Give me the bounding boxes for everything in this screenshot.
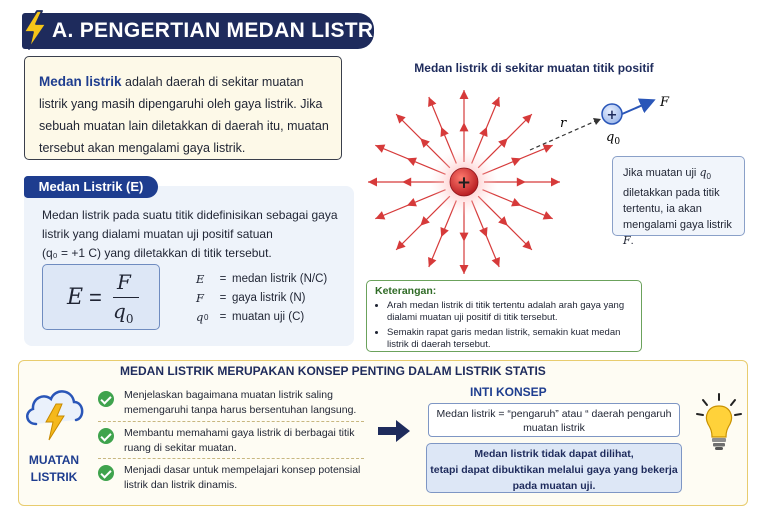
q0-q: q (606, 130, 615, 145)
formula-equals: = (89, 285, 102, 310)
field-arrowhead (460, 122, 469, 131)
legend-sub: 0 (204, 313, 209, 322)
r-label: r (560, 116, 567, 131)
summary-point: Menjadi dasar untuk mempelajari konsep potensial listrik dan listrik dinamis. (124, 464, 361, 491)
legend-symbol: E (196, 272, 205, 286)
legend-symbol: F (196, 291, 204, 305)
summary-title: MEDAN LISTRIK MERUPAKAN KONSEP PENTING DALAM LISTRIK STATIS (120, 364, 546, 378)
formula-numerator: F (117, 270, 131, 294)
note-F: F (623, 234, 631, 248)
muatan-listrik-label (24, 452, 84, 486)
diagram-title: Medan listrik di sekitar muatan titik positif (414, 61, 654, 75)
definition-box (24, 56, 342, 160)
check-icon (98, 428, 114, 444)
field-arrowhead (551, 178, 560, 187)
keterangan-item: • Semakin rapat garis medan listrik, semakin kuat medan listrik di daerah tersebut. (387, 327, 635, 352)
formula-badge: Medan Listrik (E) (24, 176, 158, 198)
formula-description (42, 206, 342, 263)
label-line-2: LISTRIK (30, 470, 78, 484)
legend-text: gaya listrik (N) (232, 292, 306, 304)
note-text-2: diletakkan pada titik tertentu, ia akan mengalami gaya listrik (623, 187, 732, 232)
q0-sub: 0 (614, 137, 621, 147)
field-arrowhead (517, 178, 526, 187)
label-line-1: MUATAN (28, 453, 80, 467)
inti-konsep-title: INTI KONSEP (470, 385, 547, 399)
formula-denominator (113, 299, 133, 326)
formula-den-q: q (113, 299, 126, 323)
inti-konsep-highlight (426, 443, 682, 493)
force-vector (622, 101, 652, 114)
definition-text: adalah daerah di sekitar muatan listrik yang masih dipengaruhi oleh gaya listrik. Jika sebuah muatan lain diletakkan di daerah itu, muatan tersebut akan mengalami gaya listrik. (39, 75, 329, 155)
fraction-bar (113, 297, 139, 298)
highlight-line-3: pada muatan uji. (512, 480, 596, 492)
field-arrowhead (460, 233, 469, 242)
note-q-sub: 0 (706, 172, 711, 182)
test-charge-sign: + (606, 108, 618, 123)
field-arrowhead (368, 178, 377, 187)
F-label: F (660, 95, 670, 110)
formula-desc-q: (q₀ = +1 C) yang diletakkan di titik tersebut. (42, 246, 272, 260)
keterangan-list (375, 300, 635, 352)
definition-keyword: Medan listrik (39, 74, 122, 89)
cloud-lightning-icon (22, 384, 86, 442)
check-icon (98, 391, 114, 407)
keterangan-item: • Arah medan listrik di titik tertentu adalah arah gaya yang dialami muatan uji positif di titik tersebut. (387, 300, 635, 325)
note-text-1: Jika muatan uji (623, 167, 700, 179)
formula-legend (196, 270, 327, 327)
legend-row-E: E = medan listrik (N/C) (196, 270, 327, 289)
lightbulb-icon (694, 392, 744, 454)
note-end: . (630, 235, 634, 248)
test-charge-note (612, 156, 745, 248)
inti-konsep-box: Medan listrik = “pengaruh” atau “ daerah pengaruh muatan listrik (428, 403, 680, 437)
legend-text: medan listrik (N/C) (232, 273, 328, 285)
keterangan-title: Keterangan: (375, 285, 437, 297)
summary-point: Menjelaskan bagaimana muatan listrik saling memengaruhi tanpa harus bersentuhan langsung. (124, 389, 357, 416)
field-arrowhead (460, 90, 469, 99)
formula-box (42, 264, 160, 330)
page-title: A. PENGERTIAN MEDAN LISTRIK (52, 19, 395, 42)
formula-den-sub: 0 (125, 312, 134, 326)
lightning-icon (20, 10, 50, 50)
legend-row-F: F = gaya listrik (N) (196, 289, 327, 308)
q0-label (606, 130, 620, 147)
check-icon (98, 465, 114, 481)
divider (98, 458, 364, 459)
highlight-line-2: tetapi dapat dibuktikan melalui gaya yang bekerja (430, 464, 678, 476)
divider (98, 421, 364, 422)
summary-point: Membantu memahami gaya listrik di berbagai titik ruang di sekitar muatan. (124, 427, 355, 454)
note-q: q (699, 166, 707, 179)
legend-symbol: q (196, 310, 204, 324)
legend-text: muatan uji (C) (232, 311, 305, 323)
keterangan-box (366, 280, 642, 352)
formula-desc-text: Medan listrik pada suatu titik didefinisikan sebagai gaya listrik yang dialami muatan uji positif satuan (42, 208, 338, 241)
legend-row-q0: q 0 = muatan uji (C) (196, 308, 327, 327)
source-charge-sign: + (456, 173, 472, 193)
field-arrowhead (460, 265, 469, 274)
field-arrowhead (402, 178, 411, 187)
formula-lhs: E (67, 285, 84, 310)
arrow-right-icon (378, 420, 410, 442)
highlight-line-1: Medan listrik tidak dapat dilihat, (474, 448, 634, 460)
